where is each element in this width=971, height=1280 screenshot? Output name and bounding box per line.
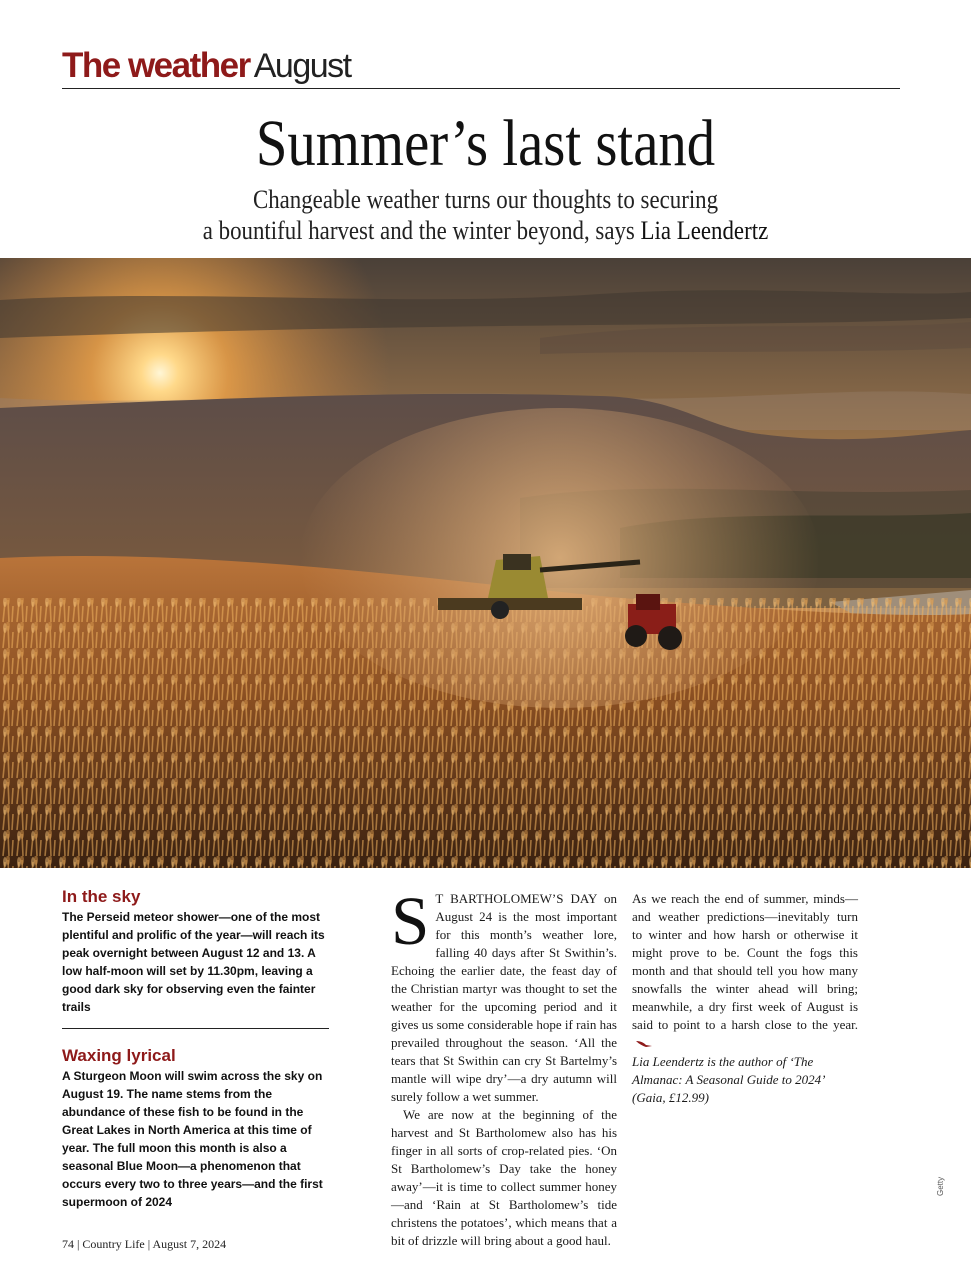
sidebar-divider [62, 1028, 329, 1029]
photo-credit: Getty [936, 1176, 945, 1196]
drop-cap: S [391, 883, 430, 959]
byline-author: Lia Leendertz [640, 216, 769, 245]
section-month: August [253, 47, 351, 85]
article-paragraph-text: As we reach the end of summer, minds—and weather predictions—inevitably turn to winter and how harsh or otherwise it might prove to be. Count the fogs this month and that should tell you how many snowfalls the winter ahead will bring; meanwhile, a dry first week of August is said to point to a harsh close to the year. [632, 891, 858, 1032]
standfirst-line2: a bountiful harvest and the winter beyond, says [202, 216, 641, 245]
article-paragraph [391, 883, 617, 1106]
section-header [62, 44, 900, 89]
hero-harvest-image [0, 258, 971, 868]
article-column-2 [632, 890, 858, 1107]
box-title: Waxing lyrical [62, 1046, 176, 1065]
author-bio: Lia Leendertz is the author of ‘The Almanac: A Seasonal Guide to 2024’ (Gaia, £12.99) [632, 1054, 824, 1106]
page-folio: 74 | Country Life | August 7, 2024 [62, 1237, 227, 1251]
headline: Summer’s last stand [255, 107, 716, 180]
sidebar-box-in-the-sky [62, 886, 334, 1016]
article-paragraph-text: T BARTHOLOMEW’S DAY on August 24 is the most important for this month’s weather lore, falling 40 days after St Swithin’s. Echoing the earlier date, the feast day of the Christian martyr was thought to set the weather for the upcoming period and it gives us some considerable hope if rain has prevailed throughout the season. ‘All the tears that St Swithin can cry St Bartelmy’s mantle will wipe dry’—a dry autumn will surely follow a wet summer. [391, 891, 617, 1104]
sidebar [62, 886, 334, 1211]
standfirst [58, 184, 912, 246]
standfirst-line1: Changeable weather turns our thoughts to securing [252, 185, 719, 214]
box-text: The Perseid meteor shower—one of the most plentiful and prolific of the year—will reach its peak overnight between August 12 and 13. A low half-moon will set by 11.30pm, leaving a good dark sky for observing even the fainter trails [62, 910, 325, 1014]
article-paragraph: We are now at the beginning of the harvest and St Bartholomew also has his finger in all sorts of crop-related pies. ‘On St Bartholomew’s Day take the honey away’—it is time to collect summer honey—and ‘Rain at St Bartholomew’s tide christens the potatoes’, which means that a bit of drizzle will bring about a good haul. [391, 1107, 617, 1248]
article-paragraph [632, 890, 858, 1053]
sidebar-box-waxing-lyrical [62, 1045, 334, 1211]
end-mark-icon [635, 1035, 653, 1053]
section-name: The weather [62, 46, 250, 85]
box-title: In the sky [62, 887, 141, 906]
article-column-1 [391, 883, 617, 1250]
box-text: A Sturgeon Moon will swim across the sky on August 19. The name stems from the abundance of these fish to be found in the Great Lakes in North America at this time of year. The full moon this month is also a seasonal Blue Moon—a phenomenon that occurs every two to three years—and the first supermoon of 2024 [62, 1069, 323, 1209]
